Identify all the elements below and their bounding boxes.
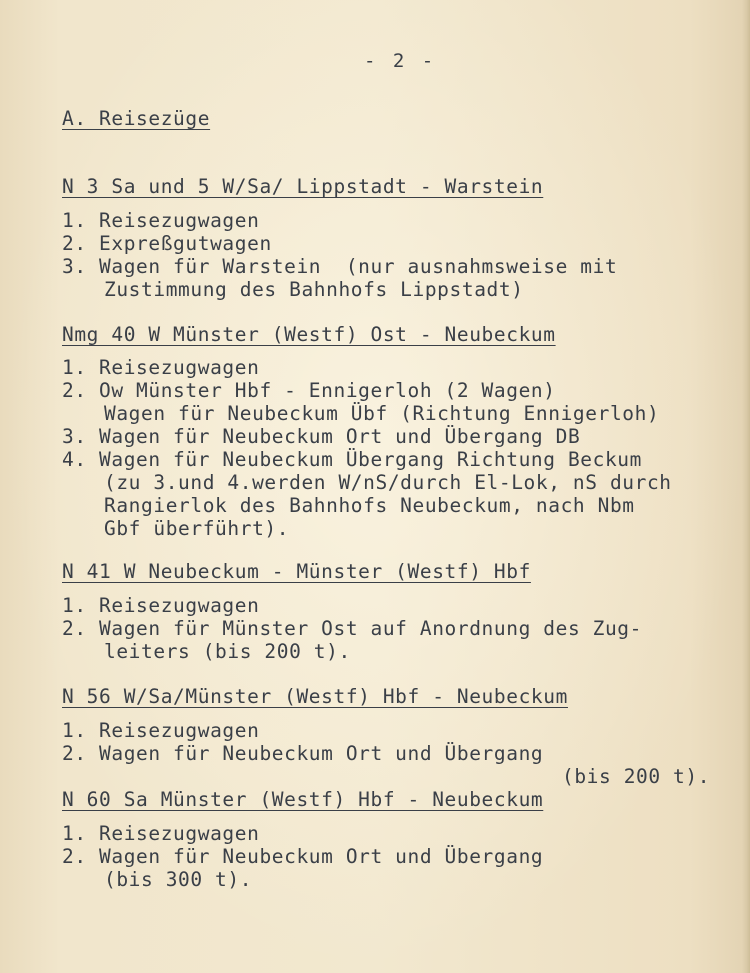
- list-item-continuation: (zu 3.und 4.werden W/nS/durch El-Lok, nS durch: [104, 471, 672, 494]
- train-heading: N 41 W Neubeckum - Münster (Westf) Hbf: [62, 560, 531, 583]
- list-item: 4. Wagen für Neubeckum Übergang Richtung Beckum: [62, 448, 642, 471]
- train-heading: Nmg 40 W Münster (Westf) Ost - Neubeckum: [62, 323, 556, 346]
- list-item: 1. Reisezugwagen: [62, 719, 260, 742]
- list-item: 1. Reisezugwagen: [62, 356, 260, 379]
- list-item-continuation: (bis 300 t).: [104, 868, 253, 891]
- list-item: 2. Expreßgutwagen: [62, 232, 272, 255]
- list-item: 2. Ow Münster Hbf - Ennigerloh (2 Wagen): [62, 379, 556, 402]
- list-item-continuation: Gbf überführt).: [104, 517, 290, 540]
- list-item: 2. Wagen für Neubeckum Ort und Übergang: [62, 742, 544, 765]
- list-item-continuation: Wagen für Neubeckum Übf (Richtung Ennigerloh): [104, 402, 660, 425]
- train-heading: N 60 Sa Münster (Westf) Hbf - Neubeckum: [62, 788, 544, 811]
- list-item: 1. Reisezugwagen: [62, 594, 260, 617]
- list-item-continuation: leiters (bis 200 t).: [104, 640, 351, 663]
- list-item-continuation: Rangierlok des Bahnhofs Neubeckum, nach Nbm: [104, 494, 635, 517]
- page-number: - 2 -: [364, 50, 437, 72]
- list-item: 3. Wagen für Warstein (nur ausnahmsweise mit: [62, 255, 618, 278]
- list-item-continuation: Zustimmung des Bahnhofs Lippstadt): [104, 278, 524, 301]
- train-heading: N 3 Sa und 5 W/Sa/ Lippstadt - Warstein: [62, 175, 544, 198]
- list-item: 3. Wagen für Neubeckum Ort und Übergang DB: [62, 425, 581, 448]
- section-heading: A. Reisezüge: [62, 107, 211, 130]
- list-item: 2. Wagen für Münster Ost auf Anordnung des Zug-: [62, 617, 642, 640]
- list-item: 1. Reisezugwagen: [62, 209, 260, 232]
- list-item: 1. Reisezugwagen: [62, 822, 260, 845]
- list-item: 2. Wagen für Neubeckum Ort und Übergang: [62, 845, 544, 868]
- page-edge: [742, 0, 750, 973]
- train-heading: N 56 W/Sa/Münster (Westf) Hbf - Neubeckum: [62, 685, 568, 708]
- list-item-continuation: (bis 200 t).: [562, 765, 711, 788]
